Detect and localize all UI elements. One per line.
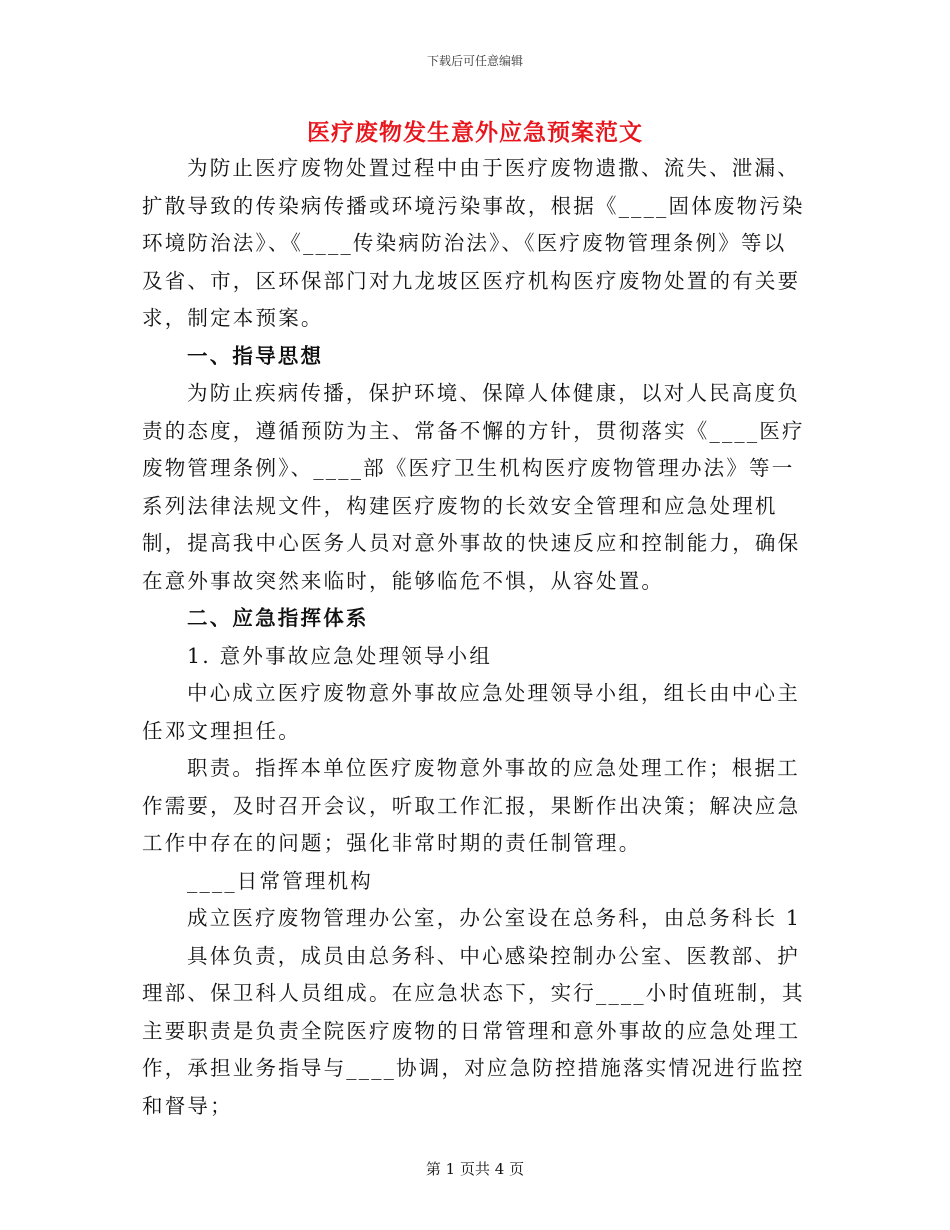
paragraph-office-duties: 具体负责，成员由总务科、中心感染控制办公室、医教部、护理部、保卫科人员组成。在应急状态下，实行____小时值班制，其主要职责是负责全院医疗废物的日常管理和意外事故的应急处理工作，承担业务指导与____协调，对应急防控措施落实情况进行监控和督导；	[142, 943, 805, 1118]
subheading-daily-management: ____日常管理机构	[187, 868, 373, 893]
section-heading-command-system: 二、应急指挥体系	[187, 606, 369, 630]
subheading-leadership-group: 1. 意外事故应急处理领导小组	[187, 643, 493, 668]
paragraph-management-office: 成立医疗废物管理办公室，办公室设在总务科，由总务科长 1	[187, 906, 802, 930]
paragraph-responsibilities: 职责。指挥本单位医疗废物意外事故的应急处理工作；根据工作需要，及时召开会议，听取工作汇报，果断作出决策；解决应急工作中存在的问题；强化非常时期的责任制管理。	[142, 756, 801, 855]
download-note: 下载后可任意编辑	[426, 54, 523, 68]
paragraph-intro: 为防止医疗废物处置过程中由于医疗废物遗撒、流失、泄漏、扩散导致的传染病传播或环境污染事故，根据《____固体废物污染环境防治法》、《____传染病防治法》、《医疗废物管理条例》等以及省、市，区环保部门对九龙坡区医疗机构医疗废物处置的有关要求，制定本预案。	[142, 156, 805, 330]
page-number: 第 1 页共 4 页	[425, 1160, 525, 1178]
paragraph-guiding-ideology: 为防止疾病传播，保护环境、保障人体健康，以对人民高度负责的态度，遵循预防为主、常备不懈的方针，贯彻落实《____医疗废物管理条例》、____部《医疗卫生机构医疗废物管理办法》等一系列法律法规文件，构建医疗废物的长效安全管理和应急处理机制，提高我中心医务人员对意外事故的快速反应和控制能力，确保在意外事故突然来临时，能够临危不惧，从容处置。	[142, 381, 805, 593]
paragraph-leadership-group: 中心成立医疗废物意外事故应急处理领导小组，组长由中心主任邓文理担任。	[142, 681, 800, 743]
document-title: 医疗废物发生意外应急预案范文	[307, 119, 643, 146]
document-body	[142, 150, 807, 1125]
section-heading-guiding-ideology: 一、指导思想	[187, 343, 324, 368]
